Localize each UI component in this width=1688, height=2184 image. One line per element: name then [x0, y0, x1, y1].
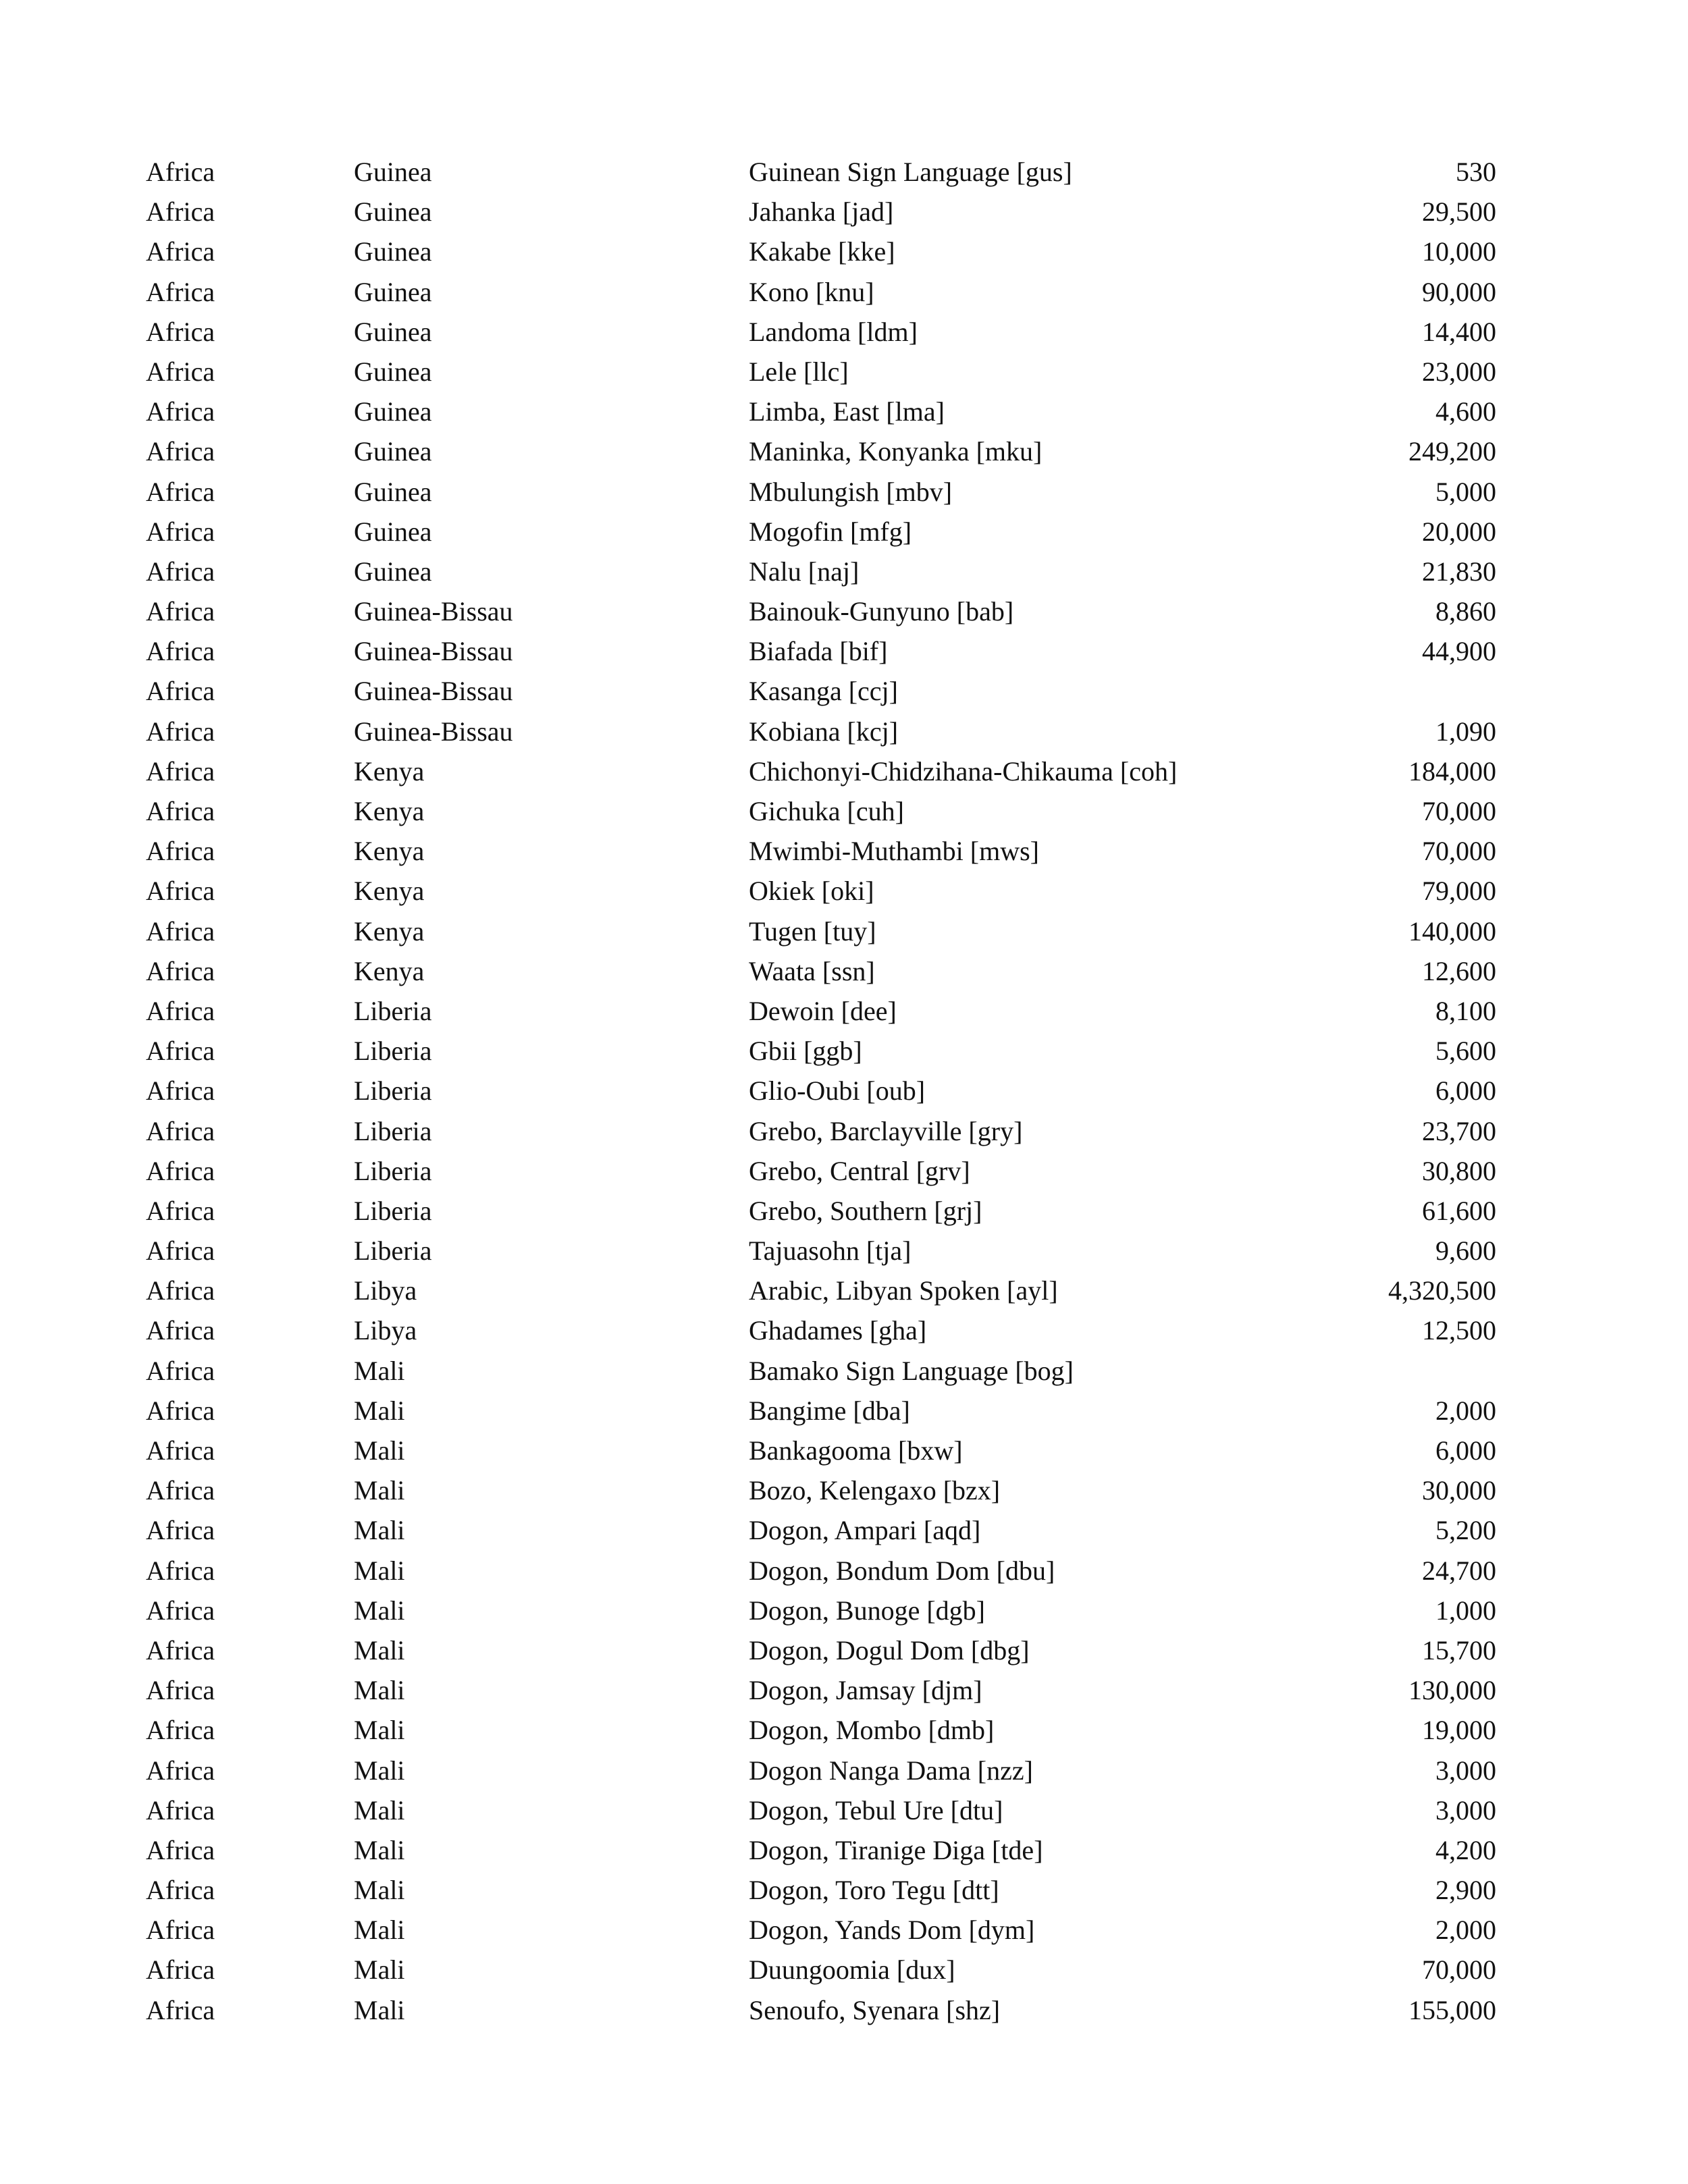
- country-cell: Libya: [354, 1315, 417, 1346]
- region-cell: Africa: [146, 716, 215, 747]
- population-cell: 5,600: [1435, 1036, 1496, 1067]
- population-cell: 19,000: [1422, 1715, 1496, 1746]
- language-cell: Bainouk-Gunyuno [bab]: [749, 596, 1014, 627]
- language-cell: Dogon, Bunoge [dgb]: [749, 1595, 985, 1626]
- country-cell: Mali: [354, 1595, 405, 1626]
- population-cell: 1,090: [1435, 716, 1496, 747]
- table-row: [146, 192, 1496, 232]
- population-cell: 4,320,500: [1388, 1275, 1496, 1306]
- region-cell: Africa: [146, 796, 215, 826]
- table-row: [146, 1151, 1496, 1191]
- language-cell: Dogon, Dogul Dom [dbg]: [749, 1634, 1030, 1666]
- region-cell: Africa: [146, 915, 215, 947]
- language-cell: Mbulungish [mbv]: [749, 476, 953, 507]
- language-cell: Guinean Sign Language [gus]: [749, 157, 1072, 187]
- language-cell: Grebo, Southern [grj]: [749, 1195, 982, 1226]
- table-row: [146, 671, 1496, 711]
- table-row: [146, 1910, 1496, 1950]
- region-cell: Africa: [146, 1555, 215, 1586]
- population-cell: 6,000: [1435, 1435, 1496, 1466]
- country-cell: Mali: [354, 1915, 405, 1946]
- table-row: [146, 1071, 1496, 1111]
- table-row: [146, 991, 1496, 1031]
- language-cell: Okiek [oki]: [749, 876, 874, 907]
- region-cell: Africa: [146, 955, 215, 986]
- region-cell: Africa: [146, 356, 215, 387]
- language-cell: Dewoin [dee]: [749, 995, 897, 1026]
- table-row: [146, 1950, 1496, 1990]
- country-cell: Guinea: [354, 196, 432, 228]
- population-cell: 61,600: [1422, 1195, 1496, 1226]
- country-cell: Liberia: [354, 1155, 432, 1186]
- country-cell: Mali: [354, 1755, 405, 1786]
- language-cell: Dogon, Yands Dom [dym]: [749, 1915, 1035, 1946]
- language-cell: Waata [ssn]: [749, 955, 875, 986]
- region-cell: Africa: [146, 1994, 215, 2025]
- language-cell: Nalu [naj]: [749, 556, 860, 587]
- table-row: [146, 871, 1496, 911]
- population-cell: 12,600: [1422, 955, 1496, 986]
- language-cell: Kakabe [kke]: [749, 236, 895, 267]
- population-cell: 5,000: [1435, 476, 1496, 507]
- table-row: [146, 1231, 1496, 1271]
- table-row: [146, 751, 1496, 791]
- language-cell: Gbii [ggb]: [749, 1036, 862, 1067]
- country-cell: Mali: [354, 1435, 405, 1466]
- population-cell: 184,000: [1408, 755, 1496, 787]
- country-cell: Liberia: [354, 1235, 432, 1267]
- table-row: [146, 1551, 1496, 1591]
- region-cell: Africa: [146, 676, 215, 707]
- region-cell: Africa: [146, 1515, 215, 1546]
- language-cell: Dogon, Mombo [dmb]: [749, 1715, 995, 1746]
- region-cell: Africa: [146, 995, 215, 1026]
- language-cell: Dogon, Tiranige Diga [tde]: [749, 1834, 1043, 1865]
- language-cell: Bangime [dba]: [749, 1395, 910, 1426]
- language-cell: Ghadames [gha]: [749, 1315, 927, 1346]
- country-cell: Kenya: [354, 876, 425, 907]
- population-cell: 5,200: [1435, 1515, 1496, 1546]
- language-cell: Tugen [tuy]: [749, 915, 876, 947]
- population-cell: 20,000: [1422, 516, 1496, 547]
- region-cell: Africa: [146, 157, 215, 187]
- population-cell: 8,860: [1435, 596, 1496, 627]
- country-cell: Mali: [354, 1634, 405, 1666]
- table-row: [146, 431, 1496, 471]
- table-row: [146, 791, 1496, 831]
- country-cell: Liberia: [354, 1115, 432, 1146]
- country-cell: Liberia: [354, 1075, 432, 1107]
- table-row: [146, 552, 1496, 591]
- population-cell: 3,000: [1435, 1794, 1496, 1826]
- population-cell: 44,900: [1422, 636, 1496, 667]
- language-cell: Dogon, Tebul Ure [dtu]: [749, 1794, 1003, 1826]
- country-cell: Kenya: [354, 955, 425, 986]
- language-cell: Bozo, Kelengaxo [bzx]: [749, 1475, 1001, 1506]
- table-row: [146, 951, 1496, 991]
- table-row: [146, 1990, 1496, 2030]
- region-cell: Africa: [146, 1075, 215, 1107]
- table-row: [146, 1790, 1496, 1830]
- table-row: [146, 1670, 1496, 1710]
- population-cell: 9,600: [1435, 1235, 1496, 1267]
- language-cell: Senoufo, Syenara [shz]: [749, 1994, 1001, 2025]
- region-cell: Africa: [146, 1275, 215, 1306]
- table-row: [146, 392, 1496, 431]
- country-cell: Liberia: [354, 995, 432, 1026]
- table-row: [146, 1431, 1496, 1470]
- country-cell: Kenya: [354, 836, 425, 867]
- language-cell: Grebo, Barclayville [gry]: [749, 1115, 1023, 1146]
- region-cell: Africa: [146, 1915, 215, 1946]
- table-row: [146, 312, 1496, 352]
- language-cell: Limba, East [lma]: [749, 396, 945, 427]
- country-cell: Libya: [354, 1275, 417, 1306]
- country-cell: Mali: [354, 1395, 405, 1426]
- language-cell: Kono [knu]: [749, 276, 874, 307]
- region-cell: Africa: [146, 1794, 215, 1826]
- region-cell: Africa: [146, 596, 215, 627]
- country-cell: Guinea-Bissau: [354, 596, 513, 627]
- population-cell: 23,700: [1422, 1115, 1496, 1146]
- language-cell: Dogon Nanga Dama [nzz]: [749, 1755, 1033, 1786]
- language-cell: Arabic, Libyan Spoken [ayl]: [749, 1275, 1058, 1306]
- country-cell: Guinea-Bissau: [354, 676, 513, 707]
- region-cell: Africa: [146, 636, 215, 667]
- country-cell: Kenya: [354, 915, 425, 947]
- region-cell: Africa: [146, 396, 215, 427]
- population-cell: 4,600: [1435, 396, 1496, 427]
- table-row: [146, 272, 1496, 312]
- country-cell: Mali: [354, 1715, 405, 1746]
- population-cell: 1,000: [1435, 1595, 1496, 1626]
- population-cell: 2,900: [1435, 1875, 1496, 1906]
- population-cell: 2,000: [1435, 1915, 1496, 1946]
- country-cell: Guinea: [354, 476, 432, 507]
- region-cell: Africa: [146, 556, 215, 587]
- country-cell: Mali: [354, 1475, 405, 1506]
- region-cell: Africa: [146, 1036, 215, 1067]
- language-cell: Landoma [ldm]: [749, 316, 918, 347]
- language-cell: Bankagooma [bxw]: [749, 1435, 963, 1466]
- language-cell: Lele [llc]: [749, 356, 849, 387]
- table-row: [146, 152, 1496, 192]
- language-cell: Dogon, Jamsay [djm]: [749, 1675, 982, 1706]
- region-cell: Africa: [146, 196, 215, 228]
- country-cell: Guinea: [354, 396, 432, 427]
- table-row: [146, 1830, 1496, 1870]
- population-cell: 15,700: [1422, 1634, 1496, 1666]
- table-row: [146, 1391, 1496, 1431]
- table-row: [146, 1271, 1496, 1310]
- population-cell: 90,000: [1422, 276, 1496, 307]
- language-cell: Jahanka [jad]: [749, 196, 894, 228]
- language-cell: Kasanga [ccj]: [749, 676, 898, 707]
- language-cell: Maninka, Konyanka [mku]: [749, 436, 1043, 467]
- population-cell: 3,000: [1435, 1755, 1496, 1786]
- language-cell: Glio-Oubi [oub]: [749, 1075, 926, 1107]
- language-cell: Biafada [bif]: [749, 636, 888, 667]
- region-cell: Africa: [146, 1755, 215, 1786]
- region-cell: Africa: [146, 876, 215, 907]
- table-row: [146, 1510, 1496, 1550]
- language-cell: Gichuka [cuh]: [749, 796, 904, 826]
- population-cell: 10,000: [1422, 236, 1496, 267]
- region-cell: Africa: [146, 1155, 215, 1186]
- country-cell: Guinea: [354, 316, 432, 347]
- region-cell: Africa: [146, 1315, 215, 1346]
- table-row: [146, 831, 1496, 871]
- country-cell: Guinea: [354, 556, 432, 587]
- region-cell: Africa: [146, 1834, 215, 1865]
- table-row: [146, 1630, 1496, 1670]
- table-row: [146, 631, 1496, 671]
- population-cell: 29,500: [1422, 196, 1496, 228]
- table-row: [146, 1870, 1496, 1910]
- country-cell: Guinea-Bissau: [354, 716, 513, 747]
- country-cell: Mali: [354, 1794, 405, 1826]
- table-row: [146, 1751, 1496, 1790]
- country-cell: Mali: [354, 1834, 405, 1865]
- population-cell: 14,400: [1422, 316, 1496, 347]
- region-cell: Africa: [146, 1675, 215, 1706]
- country-cell: Guinea: [354, 236, 432, 267]
- population-cell: 21,830: [1422, 556, 1496, 587]
- table-row: [146, 911, 1496, 951]
- population-cell: 23,000: [1422, 356, 1496, 387]
- country-cell: Guinea: [354, 356, 432, 387]
- country-cell: Mali: [354, 1515, 405, 1546]
- population-cell: 4,200: [1435, 1834, 1496, 1865]
- language-cell: Dogon, Toro Tegu [dtt]: [749, 1875, 999, 1906]
- country-cell: Guinea: [354, 157, 432, 187]
- table-row: [146, 1591, 1496, 1630]
- table-row: [146, 1470, 1496, 1510]
- country-cell: Kenya: [354, 755, 425, 787]
- table-row: [146, 1351, 1496, 1391]
- language-cell: Tajuasohn [tja]: [749, 1235, 912, 1267]
- region-cell: Africa: [146, 1954, 215, 1986]
- region-cell: Africa: [146, 1595, 215, 1626]
- table-row: [146, 1111, 1496, 1151]
- language-cell: Duungoomia [dux]: [749, 1954, 955, 1986]
- region-cell: Africa: [146, 1634, 215, 1666]
- language-cell: Mogofin [mfg]: [749, 516, 912, 547]
- language-cell: Mwimbi-Muthambi [mws]: [749, 836, 1039, 867]
- region-cell: Africa: [146, 1115, 215, 1146]
- country-cell: Guinea: [354, 436, 432, 467]
- table-row: [146, 1710, 1496, 1750]
- table-row: [146, 591, 1496, 631]
- region-cell: Africa: [146, 1355, 215, 1386]
- language-cell: Dogon, Bondum Dom [dbu]: [749, 1555, 1055, 1586]
- region-cell: Africa: [146, 316, 215, 347]
- language-table: [146, 152, 1496, 2030]
- region-cell: Africa: [146, 276, 215, 307]
- population-cell: 8,100: [1435, 995, 1496, 1026]
- region-cell: Africa: [146, 236, 215, 267]
- population-cell: 249,200: [1408, 436, 1496, 467]
- country-cell: Liberia: [354, 1195, 432, 1226]
- population-cell: 530: [1456, 157, 1496, 187]
- region-cell: Africa: [146, 516, 215, 547]
- population-cell: 6,000: [1435, 1075, 1496, 1107]
- region-cell: Africa: [146, 436, 215, 467]
- population-cell: 79,000: [1422, 876, 1496, 907]
- country-cell: Mali: [354, 1954, 405, 1986]
- region-cell: Africa: [146, 1235, 215, 1267]
- table-row: [146, 512, 1496, 552]
- country-cell: Liberia: [354, 1036, 432, 1067]
- table-row: [146, 1031, 1496, 1071]
- table-row: [146, 712, 1496, 751]
- population-cell: 24,700: [1422, 1555, 1496, 1586]
- population-cell: 70,000: [1422, 1954, 1496, 1986]
- population-cell: 140,000: [1408, 915, 1496, 947]
- country-cell: Guinea: [354, 516, 432, 547]
- table-row: [146, 1310, 1496, 1350]
- country-cell: Mali: [354, 1555, 405, 1586]
- country-cell: Mali: [354, 1994, 405, 2025]
- language-cell: Kobiana [kcj]: [749, 716, 899, 747]
- region-cell: Africa: [146, 1475, 215, 1506]
- language-cell: Chichonyi-Chidzihana-Chikauma [coh]: [749, 755, 1178, 787]
- population-cell: 30,000: [1422, 1475, 1496, 1506]
- country-cell: Mali: [354, 1355, 405, 1386]
- region-cell: Africa: [146, 1715, 215, 1746]
- population-cell: 130,000: [1408, 1675, 1496, 1706]
- region-cell: Africa: [146, 1195, 215, 1226]
- region-cell: Africa: [146, 476, 215, 507]
- language-cell: Bamako Sign Language [bog]: [749, 1355, 1074, 1386]
- country-cell: Mali: [354, 1675, 405, 1706]
- region-cell: Africa: [146, 755, 215, 787]
- population-cell: 70,000: [1422, 836, 1496, 867]
- population-cell: 2,000: [1435, 1395, 1496, 1426]
- country-cell: Kenya: [354, 796, 425, 826]
- region-cell: Africa: [146, 1435, 215, 1466]
- country-cell: Guinea-Bissau: [354, 636, 513, 667]
- table-row: [146, 1191, 1496, 1231]
- population-cell: 155,000: [1408, 1994, 1496, 2025]
- table-row: [146, 472, 1496, 512]
- region-cell: Africa: [146, 1875, 215, 1906]
- population-cell: 12,500: [1422, 1315, 1496, 1346]
- population-cell: 70,000: [1422, 796, 1496, 826]
- country-cell: Mali: [354, 1875, 405, 1906]
- region-cell: Africa: [146, 836, 215, 867]
- table-row: [146, 352, 1496, 392]
- language-cell: Grebo, Central [grv]: [749, 1155, 970, 1186]
- country-cell: Guinea: [354, 276, 432, 307]
- population-cell: 30,800: [1422, 1155, 1496, 1186]
- table-row: [146, 232, 1496, 271]
- language-cell: Dogon, Ampari [aqd]: [749, 1515, 981, 1546]
- region-cell: Africa: [146, 1395, 215, 1426]
